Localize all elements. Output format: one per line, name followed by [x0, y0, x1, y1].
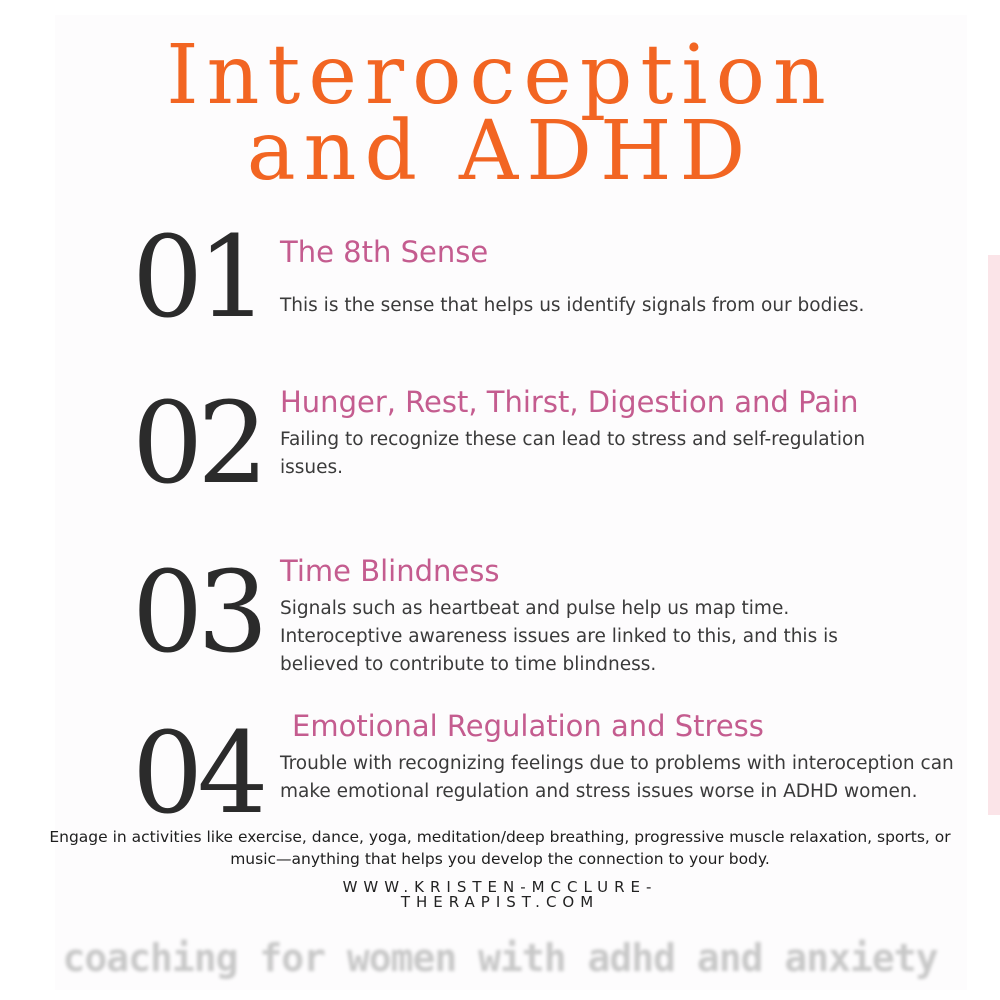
- item-heading: Hunger, Rest, Thirst, Digestion and Pain: [280, 385, 859, 419]
- tagline: coaching for women with adhd and anxiety: [62, 936, 938, 980]
- title-line-2: and ADHD: [246, 104, 754, 199]
- item-body: Signals such as heartbeat and pulse help us map time. Interoceptive awareness issues are linked to this, and this is believed to contribute to time blindness.: [280, 598, 838, 675]
- engage-text: Engage in activities like exercise, dance, yoga, meditation/deep breathing, progressive muscle relaxation, sports, or music—anything that helps you develop the connection to your body.: [49, 828, 951, 868]
- item-number: 02: [132, 379, 263, 509]
- item-heading: Emotional Regulation and Stress: [292, 709, 764, 743]
- item-number: 01: [132, 213, 263, 343]
- side-accent-strip: [988, 255, 1000, 815]
- page-title: [0, 28, 1000, 199]
- item-heading: Time Blindness: [280, 554, 500, 588]
- item-body: Failing to recognize these can lead to stress and self-regulation issues.: [280, 429, 866, 478]
- item-number: 04: [132, 709, 263, 839]
- item-body: Trouble with recognizing feelings due to problems with interoception can make emotional regulation and stress issues worse in ADHD women.: [280, 753, 954, 802]
- item-heading: The 8th Sense: [280, 235, 489, 269]
- item-body: This is the sense that helps us identify signals from our bodies.: [280, 295, 865, 316]
- item-number: 03: [132, 548, 263, 678]
- website-url: WWW.KRISTEN-MCCLURE-THERAPIST.COM: [342, 878, 658, 911]
- title-line-1: Interoception: [166, 28, 834, 123]
